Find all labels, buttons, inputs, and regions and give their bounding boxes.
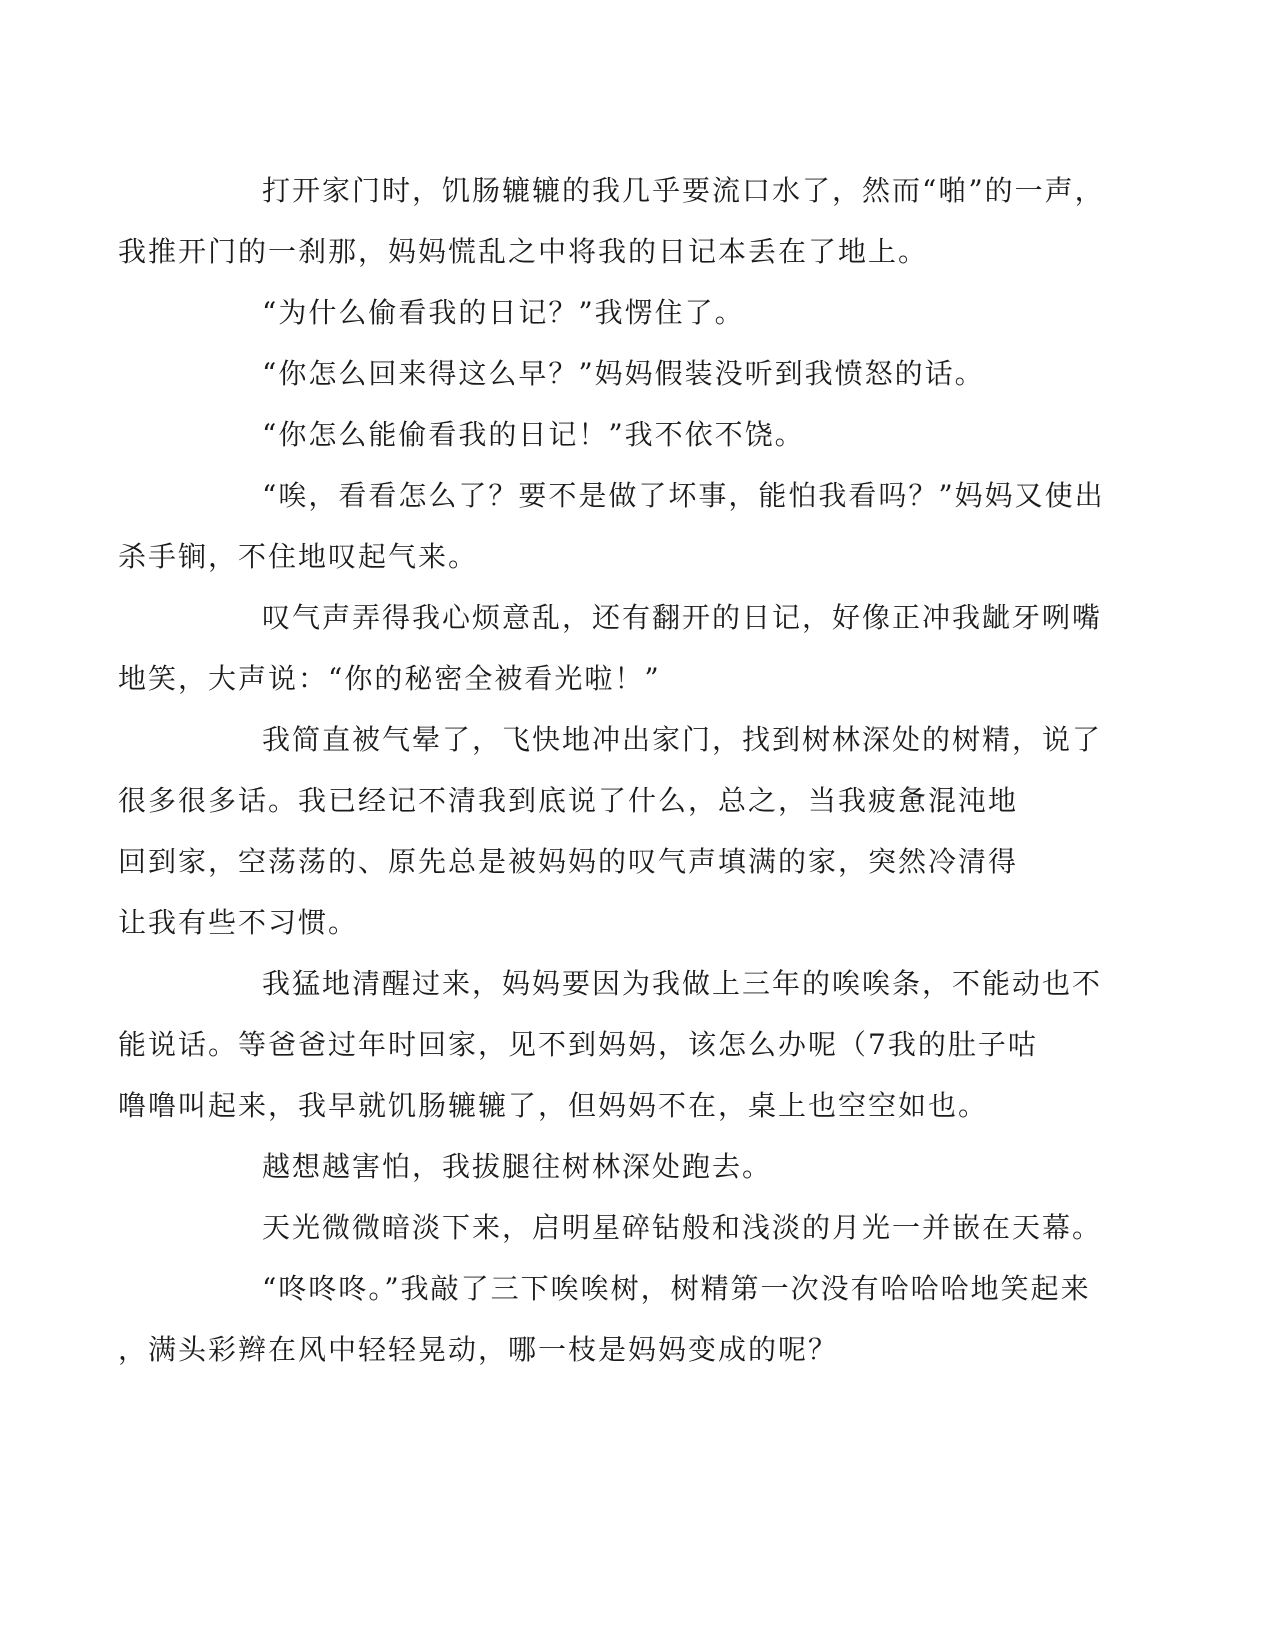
text-line: 很多很多话。我已经记不清我到底说了什么，总之，当我疲惫混沌地 bbox=[118, 784, 1019, 817]
paragraph-11 bbox=[118, 1258, 1091, 1380]
text-line: 打开家门时，饥肠辘辘的我几乎要流口水了，然而“啪”的一声， bbox=[262, 174, 1105, 207]
text-line: 让我有些不习惯。 bbox=[118, 906, 359, 939]
paragraph-2 bbox=[190, 282, 1090, 343]
text-line: 回到家，空荡荡的、原先总是被妈妈的叹气声填满的家，突然冷清得 bbox=[118, 845, 1019, 878]
text-line: 我推开门的一刹那，妈妈慌乱之中将我的日记本丢在了地上。 bbox=[118, 235, 929, 268]
text-line: 我简直被气晕了，飞快地冲出家门，找到树林深处的树精，说了 bbox=[262, 723, 1103, 756]
document-body bbox=[118, 160, 1105, 1380]
paragraph-9 bbox=[190, 1136, 1090, 1197]
text-line: “你怎么回来得这么早？”妈妈假装没听到我愤怒的话。 bbox=[262, 357, 985, 390]
paragraph-5 bbox=[118, 465, 1105, 587]
text-line: “为什么偷看我的日记？”我愣住了。 bbox=[262, 296, 745, 329]
text-line: 噜噜叫起来，我早就饥肠辘辘了，但妈妈不在，桌上也空空如也。 bbox=[118, 1089, 989, 1122]
text-line: 杀手锏，不住地叹起气来。 bbox=[118, 540, 479, 573]
paragraph-10 bbox=[190, 1197, 1103, 1258]
paragraph-6 bbox=[118, 587, 1103, 709]
text-line: 我猛地清醒过来，妈妈要因为我做上三年的唉唉条，不能动也不 bbox=[262, 967, 1103, 1000]
text-line: ，满头彩辫在风中轻轻晃动，哪一枝是妈妈变成的呢？ bbox=[118, 1333, 839, 1366]
text-line: 天光微微暗淡下来，启明星碎钻般和浅淡的月光一并嵌在天幕。 bbox=[262, 1211, 1103, 1244]
paragraph-4 bbox=[190, 404, 1090, 465]
text-line: “咚咚咚。”我敲了三下唉唉树，树精第一次没有哈哈哈地笑起来 bbox=[262, 1272, 1091, 1305]
paragraph-1 bbox=[118, 160, 1105, 282]
paragraph-8 bbox=[118, 953, 1103, 1136]
text-line: “唉，看看怎么了？要不是做了坏事，能怕我看吗？”妈妈又使出 bbox=[262, 479, 1105, 512]
text-line: “你怎么能偷看我的日记！”我不依不饶。 bbox=[262, 418, 805, 451]
paragraph-7 bbox=[118, 709, 1103, 953]
paragraph-3 bbox=[190, 343, 1090, 404]
text-line: 越想越害怕，我拔腿往树林深处跑去。 bbox=[262, 1150, 773, 1183]
text-line: 地笑，大声说：“你的秘密全被看光啦！” bbox=[118, 662, 661, 695]
text-line: 叹气声弄得我心烦意乱，还有翻开的日记，好像正冲我龇牙咧嘴 bbox=[262, 601, 1103, 634]
text-line: 能说话。等爸爸过年时回家，见不到妈妈，该怎么办呢（7我的肚子咕 bbox=[118, 1028, 1038, 1061]
